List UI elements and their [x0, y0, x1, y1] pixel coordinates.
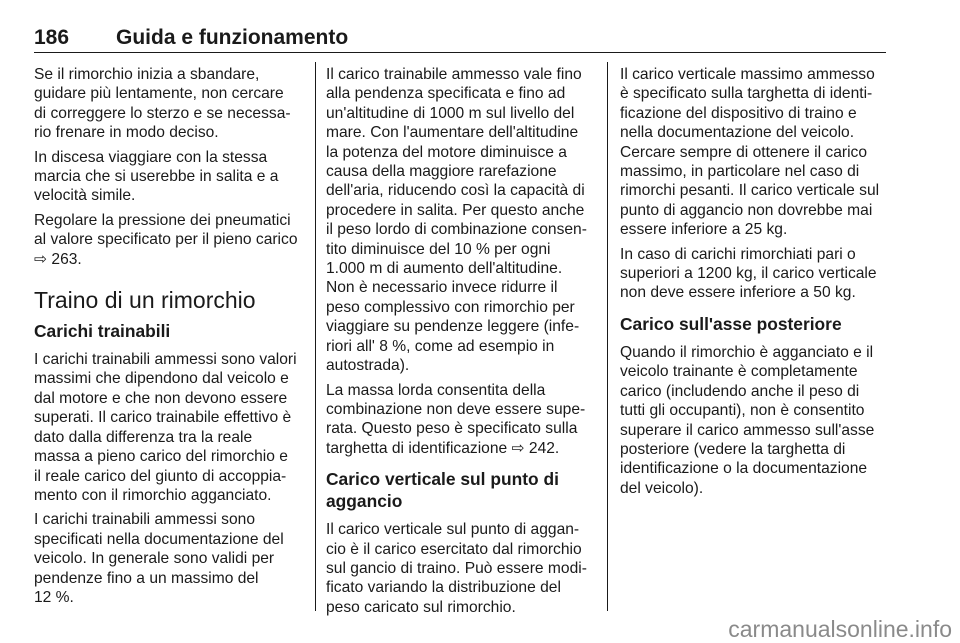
text-line: cio è il carico esercitato dal rimorchio: [326, 540, 582, 558]
text-line: superare il carico ammesso sull'asse: [620, 421, 875, 439]
text-column-2: [326, 65, 598, 622]
paragraph: [34, 510, 306, 607]
text-line: veicolo. In generale sono validi per: [34, 550, 275, 568]
text-line: non deve essere inferiore a 50 kg.: [620, 284, 856, 302]
text-line: ⇨ 263.: [34, 250, 82, 268]
text-line: massimi che dipendono dal veicolo e: [34, 370, 289, 388]
subsection-heading: [34, 320, 306, 342]
text-column-1: [34, 65, 306, 612]
text-line: mento con il rimorchio agganciato.: [34, 486, 272, 504]
text-line: carico (includendo anche il peso di: [620, 382, 860, 400]
text-line: In discesa viaggiare con la stessa: [34, 148, 268, 166]
text-line: 1.000 m di aumento dell'altitudine.: [326, 260, 563, 278]
text-line: la potenza del motore diminuisce a: [326, 143, 567, 161]
text-line: aggancio: [326, 491, 403, 512]
text-line: pendenze fino a un massimo del: [34, 569, 259, 587]
text-line: procedere in salita. Per questo anche: [326, 201, 585, 219]
text-line: di correggere lo sterzo e se necessa-: [34, 104, 291, 122]
paragraph: [34, 350, 306, 505]
text-line: ficato variando la distribuzione del: [326, 579, 561, 597]
text-line: al valore specificato per il pieno carico: [34, 231, 298, 249]
text-line: Carichi trainabili: [34, 321, 171, 342]
text-line: peso caricato sul rimorchio.: [326, 598, 516, 616]
text-line: Il carico verticale massimo ammesso: [620, 66, 875, 83]
text-line: identificazione o la documentazione: [620, 460, 868, 478]
paragraph: [326, 65, 598, 376]
text-line: Carico verticale sul punto di: [326, 469, 559, 490]
text-line: velocità simile.: [34, 187, 136, 205]
column-divider: [607, 62, 608, 611]
text-line: superati. Il carico trainabile effettivo è: [34, 409, 292, 427]
text-line: punto di aggancio non dovrebbe mai: [620, 201, 873, 219]
text-line: alla pendenza specificata e fino ad: [326, 85, 566, 103]
paragraph: [326, 520, 598, 617]
text-line: dato dalla differenza tra la reale: [34, 428, 253, 446]
text-line: essere inferiore a 25 kg.: [620, 221, 788, 239]
text-line: rimorchi pesanti. Il carico verticale sul: [620, 182, 880, 200]
column-divider: [315, 62, 316, 611]
text-line: combinazione non deve essere supe-: [326, 400, 586, 418]
text-line: un'altitudine di 1000 m sul livello del: [326, 104, 575, 122]
text-line: veicolo trainante è completamente: [620, 363, 858, 381]
paragraph: [34, 65, 306, 143]
text-line: nella documentazione del veicolo.: [620, 124, 855, 142]
section-heading: [34, 287, 306, 314]
text-line: Regolare la pressione dei pneumatici: [34, 211, 291, 229]
paragraph: [620, 65, 892, 240]
text-line: Traino di un rimorchio: [34, 287, 256, 314]
text-line: Cercare sempre di ottenere il carico: [620, 143, 868, 161]
text-line: tutti gli occupanti), non è consentito: [620, 402, 865, 420]
text-line: marcia che si userebbe in salita e a: [34, 168, 279, 186]
text-line: posteriore (vedere la targhetta di: [620, 440, 846, 458]
text-line: dell'aria, riducendo così la capacità di: [326, 182, 585, 200]
site-watermark[interactable]: carmanualsonline.info: [728, 616, 952, 642]
text-line: del veicolo).: [620, 479, 704, 497]
text-line: dal motore e che non devono essere: [34, 389, 288, 407]
text-line: Il carico verticale sul punto di aggan-: [326, 521, 580, 539]
text-line: peso complessivo con rimorchio per: [326, 298, 575, 316]
text-line: rio frenare in modo deciso.: [34, 124, 219, 142]
text-line: La massa lorda consentita della: [326, 381, 546, 399]
text-line: Quando il rimorchio è agganciato e il: [620, 343, 874, 361]
text-line: autostrada).: [326, 357, 410, 375]
paragraph: [34, 211, 306, 269]
text-line: rata. Questo peso è specificato sulla: [326, 420, 578, 438]
page-header: [34, 26, 886, 53]
paragraph: [34, 148, 306, 206]
text-line: sul gancio di traino. Può essere modi-: [326, 559, 587, 577]
text-column-3: [620, 65, 892, 503]
text-line: ficazione del dispositivo di traino e: [620, 104, 857, 122]
text-line: massa a pieno carico del rimorchio e: [34, 448, 288, 466]
text-line: Il carico trainabile ammesso vale fino: [326, 66, 582, 83]
text-line: il reale carico del giunto di accoppia-: [34, 467, 287, 485]
text-line: 12 %.: [34, 588, 74, 606]
subsection-heading: [620, 313, 892, 335]
text-line: è specificato sulla targhetta di identi-: [620, 85, 873, 103]
text-line: I carichi trainabili ammessi sono valori: [34, 351, 297, 369]
page-title: Guida e funzionamento: [116, 26, 349, 49]
paragraph: [326, 381, 598, 459]
text-line: il peso lordo di combinazione consen-: [326, 221, 587, 239]
text-line: specificati nella documentazione del: [34, 530, 284, 548]
text-line: massimo, in particolare nel caso di: [620, 163, 860, 181]
subsection-heading: [326, 468, 598, 512]
text-line: In caso di carichi rimorchiati pari o: [620, 245, 856, 263]
text-line: I carichi trainabili ammessi sono: [34, 511, 255, 529]
paragraph: [620, 245, 892, 303]
text-line: riori all' 8 %, come ad esempio in: [326, 337, 555, 355]
text-line: targhetta di identificazione ⇨ 242.: [326, 439, 560, 457]
text-line: causa della maggiore rarefazione: [326, 163, 557, 181]
text-line: Carico sull'asse posteriore: [620, 313, 842, 334]
text-line: Se il rimorchio inizia a sbandare,: [34, 66, 260, 83]
text-line: tito diminuisce del 10 % per ogni: [326, 240, 551, 258]
paragraph: [620, 343, 892, 498]
text-line: guidare più lentamente, non cercare: [34, 85, 284, 103]
text-line: viaggiare su pendenze leggere (infe-: [326, 318, 580, 336]
text-line: Non è necessario invece ridurre il: [326, 279, 558, 297]
page-number: 186: [34, 26, 70, 49]
text-line: superiori a 1200 kg, il carico verticale: [620, 265, 877, 283]
text-line: mare. Con l'aumentare dell'altitudine: [326, 124, 579, 142]
